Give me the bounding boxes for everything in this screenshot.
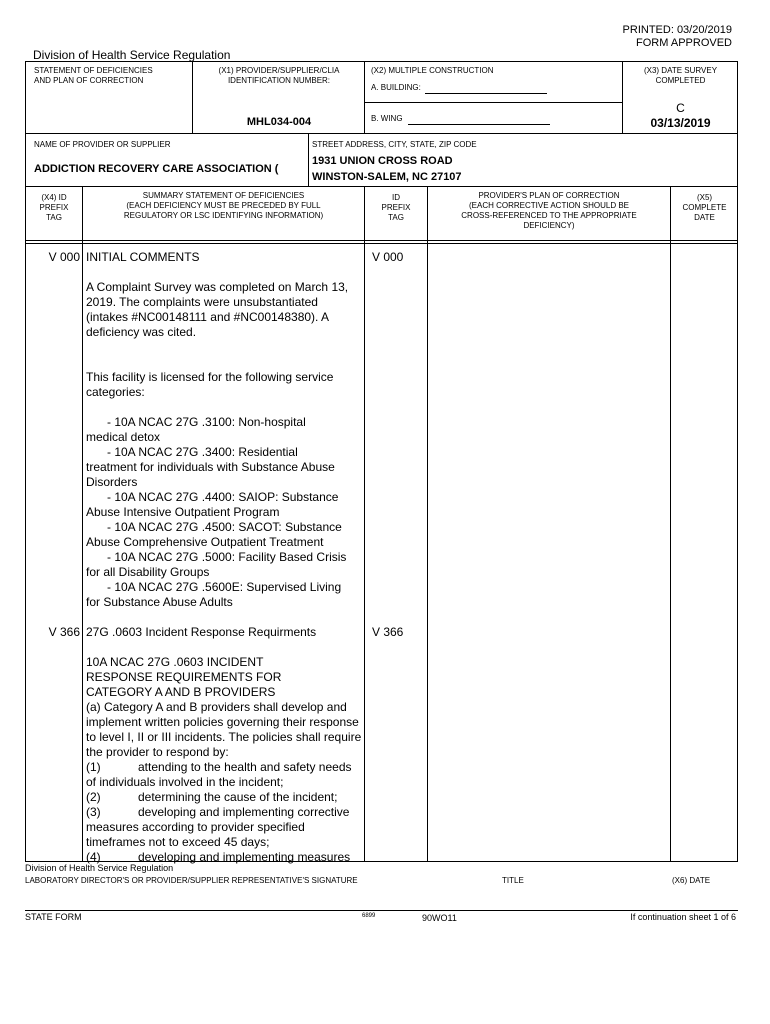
tag-v000: V 000 xyxy=(48,250,80,264)
col-div-2 xyxy=(364,186,365,862)
col-header-x5: (X5) COMPLETE DATE xyxy=(682,193,727,222)
x3-label: (X3) DATE SURVEY COMPLETED xyxy=(643,66,718,85)
col-header-plan: PROVIDER'S PLAN OF CORRECTION (EACH CORRECTIVE ACTION SHOULD BE CROSS-REFERENCED TO THE APPROPRIATE DEFICIENCY) xyxy=(461,191,637,230)
building-field xyxy=(371,83,547,94)
provider-name: ADDICTION RECOVERY CARE ASSOCIATION ( xyxy=(34,163,279,175)
x3-code: C xyxy=(676,101,685,115)
x3-date: 03/13/2019 xyxy=(650,116,711,130)
col-header-x4: (X4) ID PREFIX TAG xyxy=(39,193,69,222)
service-item: - 10A NCAC 27G .5000: Facility Based Crisis for all Disability Groups xyxy=(86,550,347,579)
divider-x1 xyxy=(192,61,193,133)
service-item: - 10A NCAC 27G .5600E: Supervised Living for Substance Abuse Adults xyxy=(86,580,342,609)
footer-agency: Division of Health Service Regulation xyxy=(25,863,174,873)
rule-column-header xyxy=(25,240,738,241)
printed-date: PRINTED: 03/20/2019 xyxy=(622,24,732,36)
address-label: STREET ADDRESS, CITY, STATE, ZIP CODE xyxy=(312,140,477,149)
divider-address xyxy=(308,133,309,186)
agency-name: Division of Health Service Regulation xyxy=(33,48,231,62)
building-label: A. BUILDING: xyxy=(371,83,421,92)
document-code: 90WO11 xyxy=(422,913,457,923)
col-header-id: ID PREFIX TAG xyxy=(381,193,411,222)
rule-top-row xyxy=(25,133,738,134)
rule-building-wing xyxy=(364,102,622,103)
rule-a-paragraph: (a) Category A and B providers shall develop and implement written policies governing their response to level I, II or III incidents. The policies shall require the provider to respond by: xyxy=(86,700,362,759)
state-form: STATE FORM xyxy=(25,912,82,922)
x1-value: MHL034-004 xyxy=(246,116,312,128)
complaint-paragraph: A Complaint Survey was completed on March 13, 2019. The complaints were unsubstantiated (intakes #NC00148111 and #NC00148380). A deficiency was cited. xyxy=(86,280,349,339)
rule-item: (1) attending to the health and safety needs of individuals involved in the incident; xyxy=(86,760,352,789)
service-item: - 10A NCAC 27G .3100: Non-hospital medical detox xyxy=(86,415,306,444)
v366-title: 27G .0603 Incident Response Requirments xyxy=(86,625,317,639)
id-v366: V 366 xyxy=(372,625,404,639)
v366-block xyxy=(86,625,362,865)
col-div-3 xyxy=(427,186,428,862)
divider-x2 xyxy=(364,61,365,133)
id-v000: V 000 xyxy=(372,250,404,264)
wing-blank xyxy=(408,114,550,125)
address-line-2: WINSTON-SALEM, NC 27107 xyxy=(312,171,462,183)
x2-label: (X2) MULTIPLE CONSTRUCTION xyxy=(371,66,494,75)
rule-item: (2) determining the cause of the incident; xyxy=(86,790,338,804)
col-header-summary: SUMMARY STATEMENT OF DEFICIENCIES (EACH DEFICIENCY MUST BE PRECEDED BY FULL REGULATORY OR LSC IDENTIFYING INFORMATION) xyxy=(123,191,324,220)
rule-item: (4) developing and implementing measures xyxy=(86,850,351,864)
statement-label: STATEMENT OF DEFICIENCIES AND PLAN OF CORRECTION xyxy=(34,66,153,85)
form-approved: FORM APPROVED xyxy=(636,37,732,49)
x1-label: (X1) PROVIDER/SUPPLIER/CLIA IDENTIFICATION NUMBER: xyxy=(218,66,340,85)
tag-v366: V 366 xyxy=(48,625,80,639)
service-item: - 10A NCAC 27G .4400: SAIOP: Substance Abuse Intensive Outpatient Program xyxy=(86,490,339,519)
rule-provider-row xyxy=(25,186,738,187)
wing-field xyxy=(371,114,550,125)
col-div-4 xyxy=(670,186,671,862)
address-line-1: 1931 UNION CROSS ROAD xyxy=(312,155,453,167)
footer-rule xyxy=(25,910,738,911)
service-item: - 10A NCAC 27G .3400: Residential treatment for individuals with Substance Abuse Disorders xyxy=(86,445,335,489)
provider-name-label: NAME OF PROVIDER OR SUPPLIER xyxy=(34,140,171,149)
title-label: TITLE xyxy=(502,876,524,885)
wing-label: B. WING xyxy=(371,114,403,123)
form-number: 6899 xyxy=(362,913,376,919)
rule-item: (3) developing and implementing corrective measures according to provider specified timeframes not to exceed 45 days; xyxy=(86,805,350,849)
rule-header-double xyxy=(25,243,738,244)
service-item: - 10A NCAC 27G .4500: SACOT: Substance Abuse Comprehensive Outpatient Treatment xyxy=(86,520,342,549)
building-blank xyxy=(425,83,547,94)
signature-label: LABORATORY DIRECTOR'S OR PROVIDER/SUPPLIER REPRESENTATIVE'S SIGNATURE xyxy=(25,876,358,885)
licensed-paragraph: This facility is licensed for the following service categories: xyxy=(86,370,334,399)
col-div-1 xyxy=(82,186,83,862)
rule-heading: 10A NCAC 27G .0603 INCIDENT RESPONSE REQUIREMENTS FOR CATEGORY A AND B PROVIDERS xyxy=(86,655,282,699)
x6-date-label: (X6) DATE xyxy=(672,876,711,885)
v000-title: INITIAL COMMENTS xyxy=(86,250,200,264)
summary-column xyxy=(86,250,362,610)
continuation-sheet: If continuation sheet 1 of 6 xyxy=(630,912,736,922)
